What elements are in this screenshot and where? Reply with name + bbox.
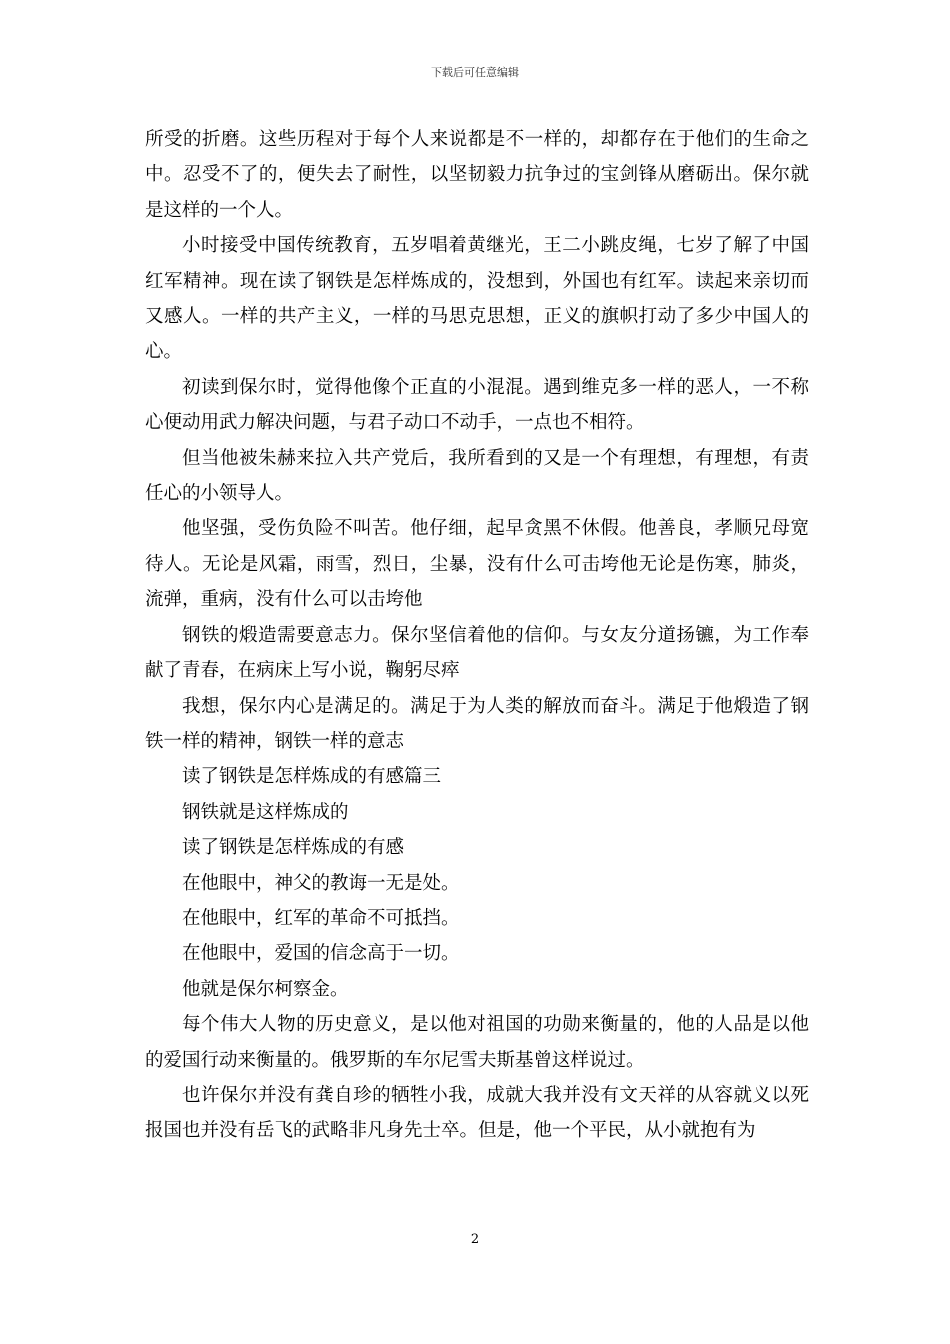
paragraph: 他坚强，受伤负险不叫苦。他仔细，起早贪黑不休假。他善良，孝顺兄母宽待人。无论是风霜，雨雪，烈日，尘暴，没有什么可击垮他无论是伤寒，肺炎，流弹，重病，没有什么可以击垮他 <box>145 518 809 611</box>
paragraph: 小时接受中国传统教育，五岁唱着黄继光，王二小跳皮绳，七岁了解了中国红军精神。现在读了钢铁是怎样炼成的，没想到，外国也有红军。读起来亲切而又感人。一样的共产主义，一样的马思克思想，正义的旗帜打动了多少中国人的心。 <box>145 235 809 363</box>
section-title: 钢铁就是这样炼成的 <box>182 801 349 823</box>
page-number: 2 <box>470 1232 480 1247</box>
paragraph: 所受的折磨。这些历程对于每个人来说都是不一样的，却都存在于他们的生命之中。忍受不了的，便失去了耐性，以坚韧毅力抗争过的宝剑锋从磨砺出。保尔就是这样的一个人。 <box>145 129 809 221</box>
paragraph: 但当他被朱赫来拉入共产党后，我所看到的又是一个有理想，有理想，有责任心的小领导人。 <box>145 447 809 505</box>
paragraph: 也许保尔并没有龚自珍的牺牲小我，成就大我并没有文天祥的从容就义以死报国也并没有岳飞的武略非凡身先士卒。但是，他一个平民，从小就抱有为 <box>145 1084 809 1142</box>
section-heading: 读了钢铁是怎样炼成的有感篇三 <box>182 766 442 788</box>
paragraph: 初读到保尔时，觉得他像个正直的小混混。遇到维克多一样的恶人，一不称心便动用武力解决问题，与君子动口不动手，一点也不相符。 <box>145 376 809 434</box>
paragraph: 他就是保尔柯察金。 <box>182 978 349 1000</box>
document-body <box>145 122 809 1149</box>
paragraph: 在他眼中，神父的教诲一无是处。 <box>182 872 460 894</box>
paragraph: 我想，保尔内心是满足的。满足于为人类的解放而奋斗。满足于他煅造了钢铁一样的精神，钢铁一样的意志 <box>145 695 809 752</box>
page-header: 下载后可任意编辑 <box>431 66 519 79</box>
section-subtitle: 读了钢铁是怎样炼成的有感 <box>182 837 405 859</box>
paragraph: 钢铁的煅造需要意志力。保尔坚信着他的信仰。与女友分道扬镳，为工作奉献了青春，在病床上写小说，鞠躬尽瘁 <box>145 624 809 682</box>
paragraph: 在他眼中，红军的革命不可抵挡。 <box>182 907 460 929</box>
paragraph: 每个伟大人物的历史意义，是以他对祖国的功勋来衡量的，他的人品是以他的爱国行动来衡量的。俄罗斯的车尔尼雪夫斯基曾这样说过。 <box>145 1014 809 1071</box>
paragraph: 在他眼中，爱国的信念高于一切。 <box>182 943 460 965</box>
